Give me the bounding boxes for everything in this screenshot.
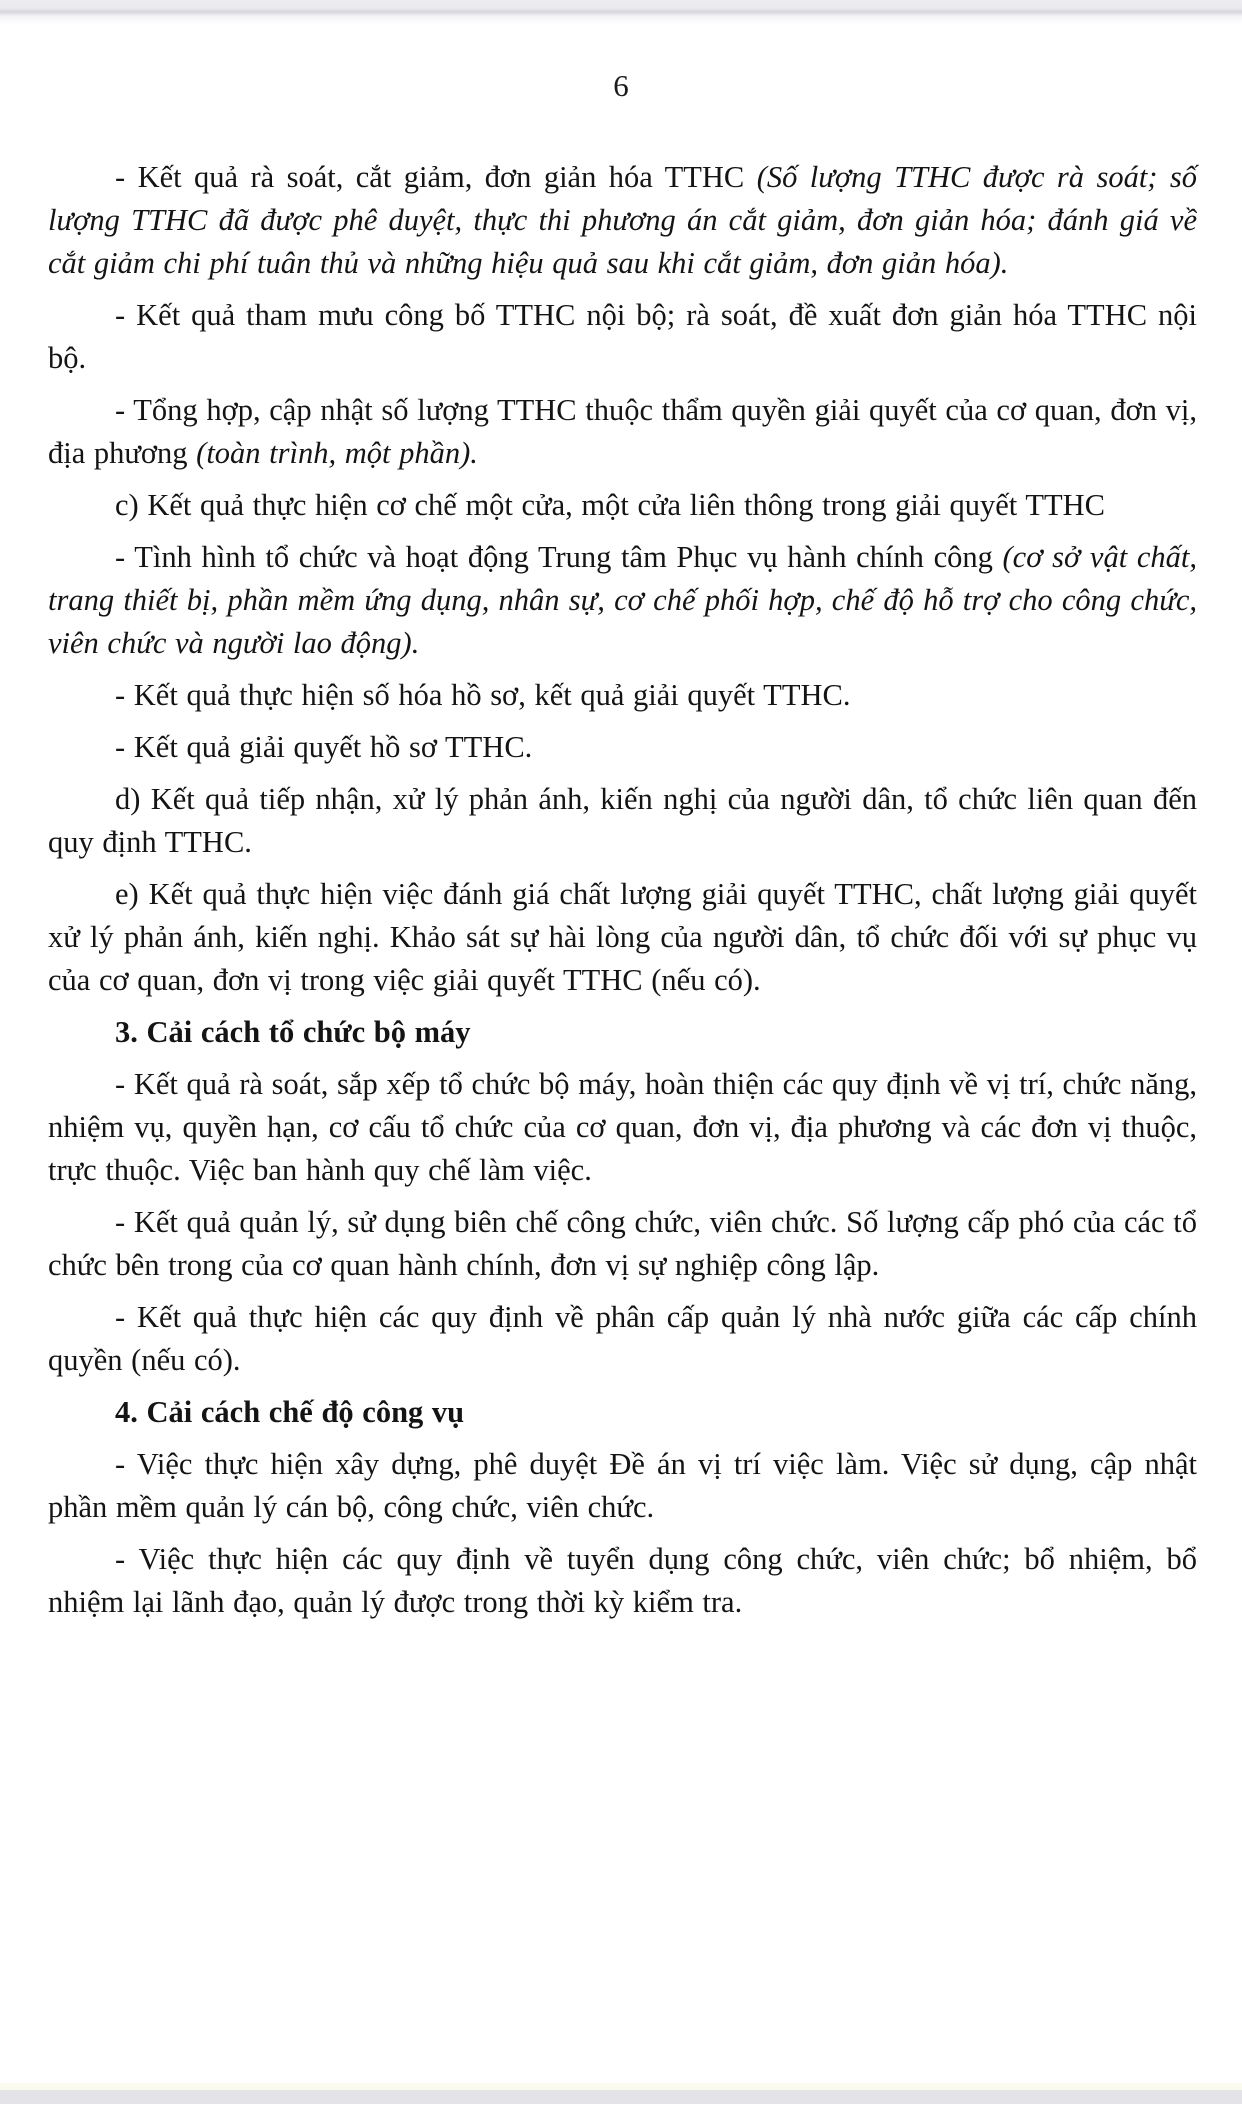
paragraph — [48, 726, 1197, 769]
paragraph — [48, 484, 1197, 527]
paragraph — [48, 536, 1197, 665]
text-run-italic: (cơ sở vật chất, trang thiết bị, phần mềm ứng dụng, nhân sự, cơ chế phối hợp, chế độ hỗ trợ cho công chức, viên chức và người lao động). — [48, 540, 1197, 660]
section-heading — [48, 1391, 1197, 1434]
document-page — [0, 24, 1242, 2083]
page-content — [48, 156, 1197, 1624]
text-run: - Kết quả giải quyết hồ sơ TTHC. — [115, 730, 533, 764]
text-run: - Kết quả thực hiện số hóa hồ sơ, kết quả giải quyết TTHC. — [115, 678, 851, 712]
text-run: - Kết quả thực hiện các quy định về phân cấp quản lý nhà nước giữa các cấp chính quyền (nếu có). — [48, 1300, 1197, 1377]
paragraph — [48, 1443, 1197, 1529]
paragraph — [48, 674, 1197, 717]
text-run-italic: (toàn trình, một phần). — [196, 436, 478, 470]
text-run: - Kết quả tham mưu công bố TTHC nội bộ; rà soát, đề xuất đơn giản hóa TTHC nội bộ. — [48, 298, 1197, 375]
text-run: - Việc thực hiện xây dựng, phê duyệt Đề án vị trí việc làm. Việc sử dụng, cập nhật phần mềm quản lý cán bộ, công chức, viên chức. — [48, 1447, 1197, 1524]
paragraph — [48, 156, 1197, 285]
text-run: - Việc thực hiện các quy định về tuyển dụng công chức, viên chức; bổ nhiệm, bổ nhiệm lại lãnh đạo, quản lý được trong thời kỳ kiểm tra. — [48, 1542, 1197, 1619]
text-run: d) Kết quả tiếp nhận, xử lý phản ánh, kiến nghị của người dân, tổ chức liên quan đến quy định TTHC. — [48, 782, 1197, 859]
text-run: - Kết quả rà soát, sắp xếp tổ chức bộ máy, hoàn thiện các quy định về vị trí, chức năng, nhiệm vụ, quyền hạn, cơ cấu tổ chức của cơ quan, đơn vị, địa phương và các đơn vị thuộc, trực thuộc. Việc ban hành quy chế làm việc. — [48, 1067, 1197, 1187]
text-run: c) Kết quả thực hiện cơ chế một cửa, một cửa liên thông trong giải quyết TTHC — [115, 488, 1105, 522]
viewer-bottom-chrome-bar — [0, 2083, 1242, 2104]
bottom-gray-strip — [0, 2090, 1242, 2104]
text-run-italic: (Số lượng TTHC được rà soát; số lượng TTHC đã được phê duyệt, thực thi phương án cắt giảm, đơn giản hóa; đánh giá về cắt giảm chi phí tuân thủ và những hiệu quả sau khi cắt giảm, đơn giản hóa). — [48, 160, 1197, 280]
section-heading — [48, 1011, 1197, 1054]
text-run: - Tình hình tổ chức và hoạt động Trung tâm Phục vụ hành chính công — [115, 540, 1003, 574]
paragraph — [48, 389, 1197, 475]
paragraph — [48, 873, 1197, 1002]
bottom-accent-line — [0, 2083, 1242, 2090]
paragraph — [48, 1538, 1197, 1624]
paragraph — [48, 778, 1197, 864]
page-number: 6 — [613, 68, 629, 103]
text-run-bold: 3. Cải cách tổ chức bộ máy — [115, 1015, 471, 1049]
paragraph — [48, 1063, 1197, 1192]
viewer-top-chrome-bar — [0, 0, 1242, 24]
paragraph — [48, 294, 1197, 380]
text-run: e) Kết quả thực hiện việc đánh giá chất lượng giải quyết TTHC, chất lượng giải quyết xử lý phản ánh, kiến nghị. Khảo sát sự hài lòng của người dân, tổ chức đối với sự phục vụ của cơ quan, đơn vị trong việc giải quyết TTHC (nếu có). — [48, 877, 1197, 997]
text-run-bold: 4. Cải cách chế độ công vụ — [115, 1395, 465, 1429]
paragraph — [48, 1296, 1197, 1382]
text-run: - Kết quả rà soát, cắt giảm, đơn giản hóa TTHC — [115, 160, 757, 194]
paragraph — [48, 1201, 1197, 1287]
text-run: - Kết quả quản lý, sử dụng biên chế công chức, viên chức. Số lượng cấp phó của các tổ chức bên trong của cơ quan hành chính, đơn vị sự nghiệp công lập. — [48, 1205, 1197, 1282]
text-run: - Tổng hợp, cập nhật số lượng TTHC thuộc thẩm quyền giải quyết của cơ quan, đơn vị, địa phương — [48, 393, 1197, 470]
